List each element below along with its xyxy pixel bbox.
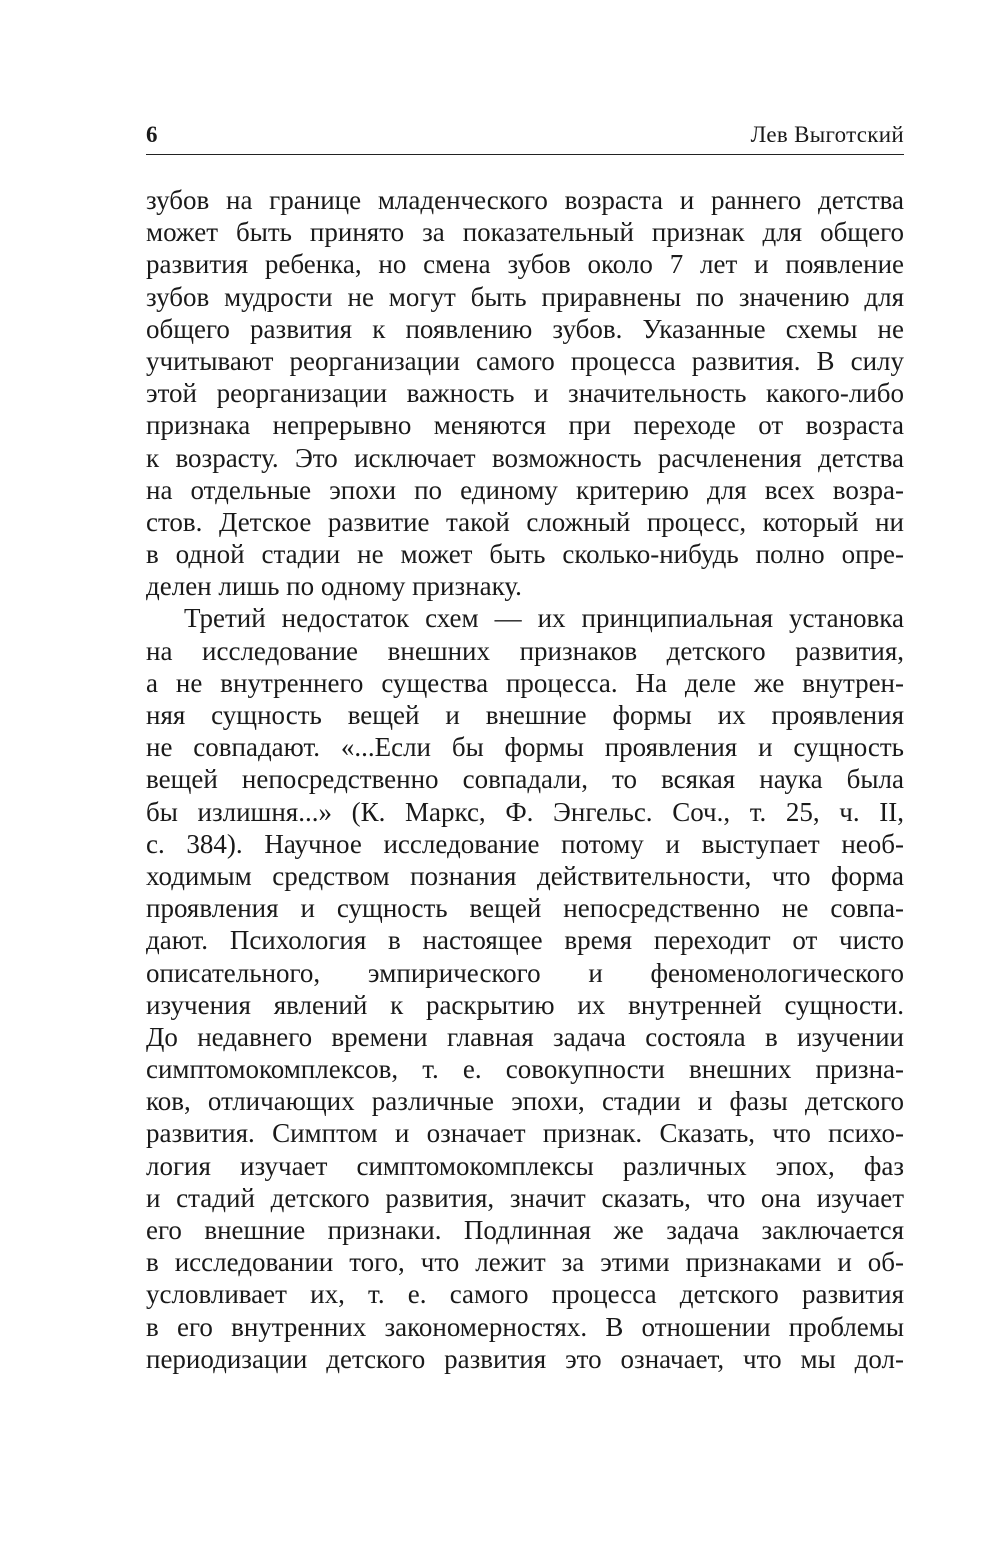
text-line: в его внутренних закономерностях. В отношении проблемы — [146, 1311, 904, 1342]
text-line: Третий недостаток схем — их принципиальная установка — [184, 603, 904, 634]
text-line: ков, отличающих различные эпохи, стадии и фазы детского — [146, 1086, 904, 1117]
text-line: зубов мудрости не могут быть приравнены по значению для — [146, 281, 904, 312]
text-line: к возрасту. Это исключает возможность расчленения детства — [146, 442, 904, 473]
text-line: в исследовании того, что лежит за этими признаками и об- — [146, 1247, 904, 1278]
text-line: делен лишь по одному признаку. — [146, 571, 522, 602]
text-line: ходимым средством познания действительности, что форма — [146, 860, 904, 891]
text-line: дают. Психология в настоящее время переходит от чисто — [146, 925, 904, 956]
text-line: До недавнего времени главная задача состояла в изучении — [146, 1021, 904, 1052]
running-title-author: Лев Выготский — [750, 122, 904, 147]
text-line: в одной стадии не может быть сколько-нибудь полно опре- — [146, 539, 904, 570]
text-line: на отдельные эпохи по единому критерию для всех возра- — [146, 474, 904, 505]
text-line: проявления и сущность вещей непосредственно не совпа- — [146, 893, 904, 924]
text-line: условливает их, т. е. самого процесса детского развития — [146, 1279, 904, 1310]
text-line: логия изучает симптомокомплексы различных эпох, фаз — [146, 1150, 904, 1181]
text-line: зубов на границе младенческого возраста и раннего детства — [146, 185, 904, 215]
text-line: и стадий детского развития, значит сказать, что она изучает — [146, 1182, 904, 1213]
text-line: на исследование внешних признаков детского развития, — [146, 635, 904, 666]
body-text — [146, 184, 904, 1375]
text-line: вещей непосредственно совпадали, то всякая наука была — [146, 764, 904, 795]
text-line: учитывают реорганизации самого процесса развития. В силу — [146, 345, 904, 376]
text-line: признака непрерывно меняются при переходе от возраста — [146, 410, 904, 441]
text-line: симптомокомплексов, т. е. совокупности внешних призна- — [146, 1054, 904, 1085]
running-head — [146, 118, 904, 155]
paragraph — [146, 602, 904, 1375]
text-line: а не внутреннего существа процесса. На деле же внутрен- — [146, 667, 904, 698]
paragraph — [146, 184, 904, 602]
text-line: развития. Симптом и означает признак. Сказать, что психо- — [146, 1118, 904, 1149]
text-line: описательного, эмпирического и феноменологического — [146, 957, 904, 988]
text-line: изучения явлений к раскрытию их внутренней сущности. — [146, 989, 904, 1020]
page-number: 6 — [146, 122, 158, 147]
text-line: стов. Детское развитие такой сложный процесс, который ни — [146, 506, 904, 537]
text-line: не совпадают. «...Если бы формы проявления и сущность — [146, 732, 904, 763]
text-line: няя сущность вещей и внешние формы их проявления — [146, 700, 904, 730]
text-line: с. 384). Научное исследование потому и выступает необ- — [146, 828, 904, 859]
text-line: периодизации детского развития это означает, что мы дол- — [146, 1343, 904, 1374]
text-line: бы излишня...» (К. Маркс, Ф. Энгельс. Соч., т. 25, ч. II, — [146, 796, 904, 827]
text-line: развития ребенка, но смена зубов около 7 лет и появление — [146, 249, 904, 280]
text-line: может быть принято за показательный признак для общего — [146, 217, 904, 248]
text-line: этой реорганизации важность и значительность какого-либо — [146, 378, 904, 409]
text-line: его внешние признаки. Подлинная же задача заключается — [146, 1215, 904, 1245]
text-line: общего развития к появлению зубов. Указанные схемы не — [146, 313, 904, 344]
